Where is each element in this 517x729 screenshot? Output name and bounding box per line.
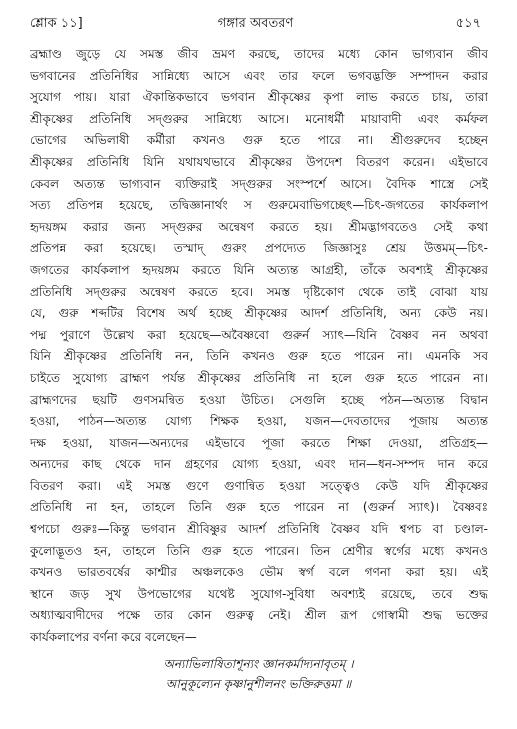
- text-line: চাইতে সুযোগ্য ব্রাহ্মণ পর্যন্ত শ্রীকৃষ্ণের প্রতিনিধি না হলে গুরু হতে পারেন না।: [30, 370, 488, 385]
- text-line: প্রতিপন্ন করা হয়েছে। তস্মাদ্ গুরুং প্রপদ্যেত জিজ্ঞাসুঃ শ্রেয় উত্তমম্—চিৎ-: [30, 241, 488, 256]
- text-line: ভগবানের প্রতিনিধির সান্নিধ্যে আসে এবং তার ফলে ভগবদ্ভক্তি সম্পাদন করার: [30, 68, 488, 83]
- text-line: কার্যকলাপের বর্ণনা করে বলেছেন—: [30, 630, 197, 645]
- sanskrit-verse: [0, 654, 517, 694]
- verse-line: আনুকূল্যেন কৃষ্ণানুশীলনং ভক্তিরুত্তমা ॥: [165, 677, 352, 691]
- text-line: সত্য প্রতিপন্ন হয়েছে, তদ্বিজ্ঞানার্থং স গুরুমেবাভিগচ্ছেৎ—চিৎ-জগতের কার্যকলাপ: [30, 198, 488, 213]
- text-line: সুযোগ পায়। যারা ঐকান্তিকভাবে ভগবান শ্রীকৃষ্ণের কৃপা লাভ করতে চায়, তারা: [30, 90, 488, 105]
- text-line: শ্রীকৃষ্ণের প্রতিনিধি সদ্‌গুরুর সান্নিধ্যে আসে। মনোধর্মী মায়াবাদী এবং কর্মফল: [30, 111, 488, 126]
- text-line: শ্বপচো গুরুঃ—কিন্তু ভগবান শ্রীবিষ্ণুর আদর্শ প্রতিনিধি বৈষ্ণব যদি শ্বপচ বা চণ্ডাল-: [30, 522, 488, 537]
- text-line: অধ্যাত্মবাদীদের পক্ষে তার কোন গুরুত্ব নেই। শ্রীল রূপ গোস্বামী শুদ্ধ ভক্তের: [30, 608, 488, 623]
- text-line: কখনও ভারতবর্ষের কাশ্মীর অঞ্চলকেও ভৌম স্বর্গ বলে গণনা করা হয়। এই: [30, 565, 488, 580]
- text-line: পদ্ম পুরাণে উল্লেখ করা হয়েছে—অবৈষ্ণবো গুরুর্ন স্যাৎ—যিনি বৈষ্ণব নন অথবা: [30, 327, 488, 342]
- text-line: ভোগের অভিলাষী কর্মীরা কখনও গুরু হতে পারে না। শ্রীগুরুদেব হচ্ছেন: [30, 133, 488, 148]
- text-line: যিনি শ্রীকৃষ্ণের প্রতিনিধি নন, তিনি কখনও গুরু হতে পারেন না। এমনকি সব: [30, 349, 488, 364]
- text-line: জগতের কার্যকলাপ হৃদয়ঙ্গম করতে যিনি অত্যন্ত আগ্রহী, তাঁকে অবশ্যই শ্রীকৃষ্ণের: [30, 262, 488, 277]
- verse-line: অন্যাভিলাষিতাশূন্যং জ্ঞানকর্মাদ্যনাবৃতম্ ।: [163, 657, 354, 671]
- page-number: ৫১৭: [455, 16, 481, 31]
- page-header: [30, 14, 481, 36]
- text-line: যে, গুরু শব্দটির বিশেষ অর্থ হচ্ছে শ্রীকৃষ্ণের আদর্শ প্রতিনিধি, অন্য কেউ নয়।: [30, 306, 488, 321]
- text-line: প্রতিনিধি সদ্‌গুরুর অন্বেষণ করতে হবে। সমস্ত দৃষ্টিকোণ থেকে তাই বোঝা যায়: [30, 284, 488, 299]
- text-line: কেবল অত্যন্ত ভাগ্যবান ব্যক্তিরাই সদ্‌গুরুর সংস্পর্শে আসে। বৈদিক শাস্ত্রে সেই: [30, 176, 488, 191]
- text-line: দক্ষ হওয়া, যাজন—অন্যদের এইভাবে পূজা করতে শিক্ষা দেওয়া, প্রতিগ্রহ—: [30, 435, 488, 450]
- text-line: বিতরণ করা। এই সমস্ত গুণে গুণান্বিত হওয়া সত্ত্বেও কেউ যদি শ্রীকৃষ্ণের: [30, 478, 488, 493]
- text-line: হওয়া, পাঠন—অত্যন্ত যোগ্য শিক্ষক হওয়া, যজন—দেবতাদের পূজায় অত্যন্ত: [30, 414, 488, 429]
- purport-paragraph: [30, 44, 488, 649]
- text-line: স্থানে জড় সুখ উপভোগের যথেষ্ট সুযোগ-সুবিধা অবশ্যই রয়েছে, তবে শুদ্ধ: [30, 586, 488, 601]
- text-line: হৃদয়ঙ্গম করার জন্য সদ্‌গুরুর অন্বেষণ করতে হয়। শ্রীমদ্ভাগবতেও সেই কথা: [30, 219, 488, 234]
- text-line: অন্যদের কাছ থেকে দান গ্রহণের যোগ্য হওয়া, এবং দান—ধন-সম্পদ দান করে: [30, 457, 488, 472]
- chapter-title: গঙ্গার অবতরণ: [217, 16, 294, 31]
- text-line: ব্রহ্মাণ্ড জুড়ে যে সমস্ত জীব ভ্রমণ করছে, তাদের মধ্যে কোন ভাগ্যবান জীব: [30, 47, 488, 61]
- verse-reference: শ্লোক ১১]: [30, 16, 83, 31]
- text-line: কুলোদ্ভূতও হন, তাহলে তিনি গুরু হতে পারেন। তিন শ্রেণীর স্বর্গের মধ্যে কখনও: [30, 543, 488, 558]
- text-line: ব্রাহ্মণদের ছয়টি গুণসমন্বিত হওয়া উচিত। সেগুলি হচ্ছে পঠন—অত্যন্ত বিদ্বান: [30, 392, 488, 407]
- text-line: প্রতিনিধি না হন, তাহলে তিনি গুরু হতে পারেন না (গুরুর্ন স্যাৎ)। বৈষ্ণবঃ: [30, 500, 488, 515]
- text-line: শ্রীকৃষ্ণের প্রতিনিধি যিনি যথাযথভাবে শ্রীকৃষ্ণের উপদেশ বিতরণ করেন। এইভাবে: [30, 154, 488, 169]
